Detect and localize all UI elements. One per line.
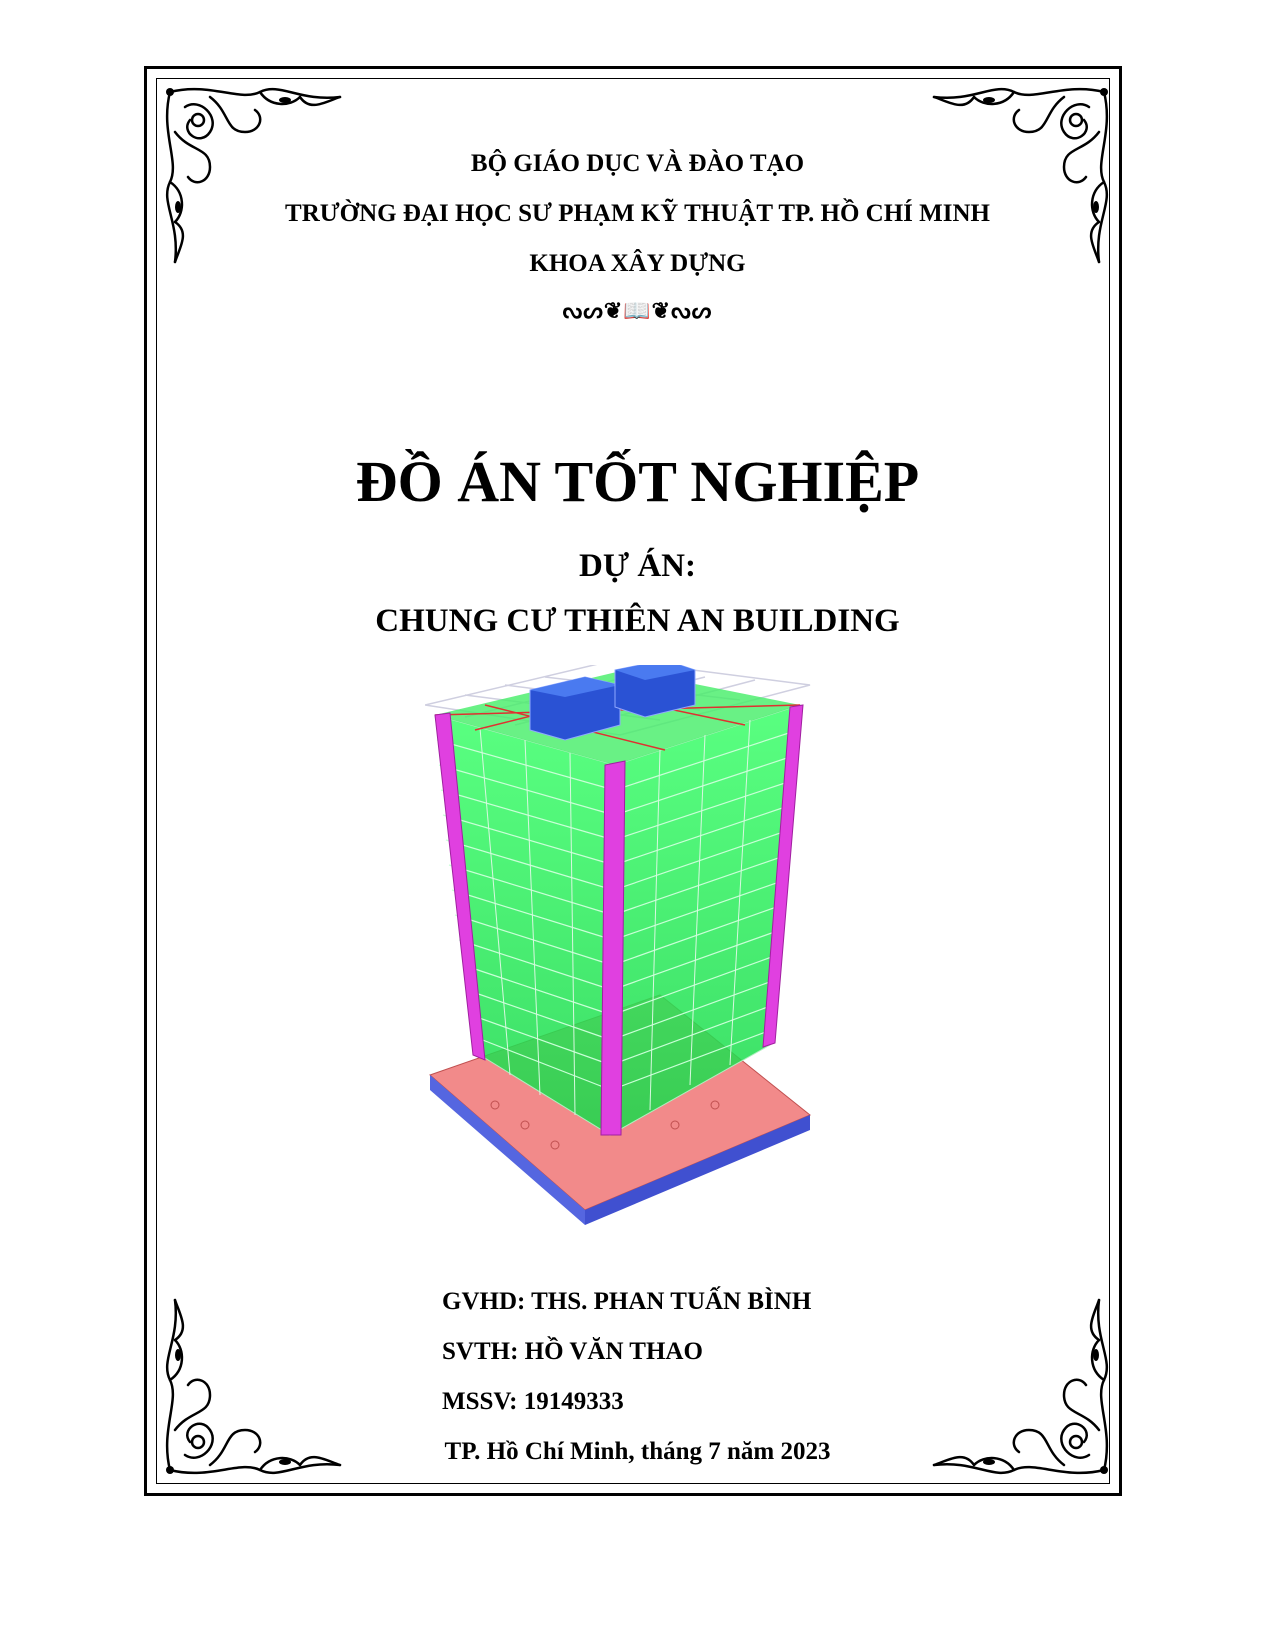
project-name: CHUNG CƯ THIÊN AN BUILDING <box>375 603 900 639</box>
divider-ornament: ᔓᔕ❦📖❦ᔓᔕ <box>562 298 713 323</box>
building-3d-model-image <box>425 665 865 1265</box>
ministry-name: BỘ GIÁO DỤC VÀ ĐÀO TẠO <box>470 150 805 177</box>
place-date: TP. Hồ Chí Minh, tháng 7 năm 2023 <box>444 1438 831 1465</box>
project-label: DỰ ÁN: <box>579 548 696 584</box>
university-name: TRƯỜNG ĐẠI HỌC SƯ PHẠM KỸ THUẬT TP. HỒ CHÍ MINH <box>285 200 990 227</box>
right-facade <box>610 705 800 1135</box>
student-id-line: MSSV: 19149333 <box>442 1388 624 1415</box>
faculty-name: KHOA XÂY DỰNG <box>529 250 746 277</box>
advisor-line: GVHD: THS. PHAN TUẤN BÌNH <box>442 1288 812 1315</box>
corner-column-front <box>601 761 625 1135</box>
document-title: ĐỒ ÁN TỐT NGHIỆP <box>355 449 920 514</box>
student-line: SVTH: HỒ VĂN THAO <box>442 1338 703 1365</box>
